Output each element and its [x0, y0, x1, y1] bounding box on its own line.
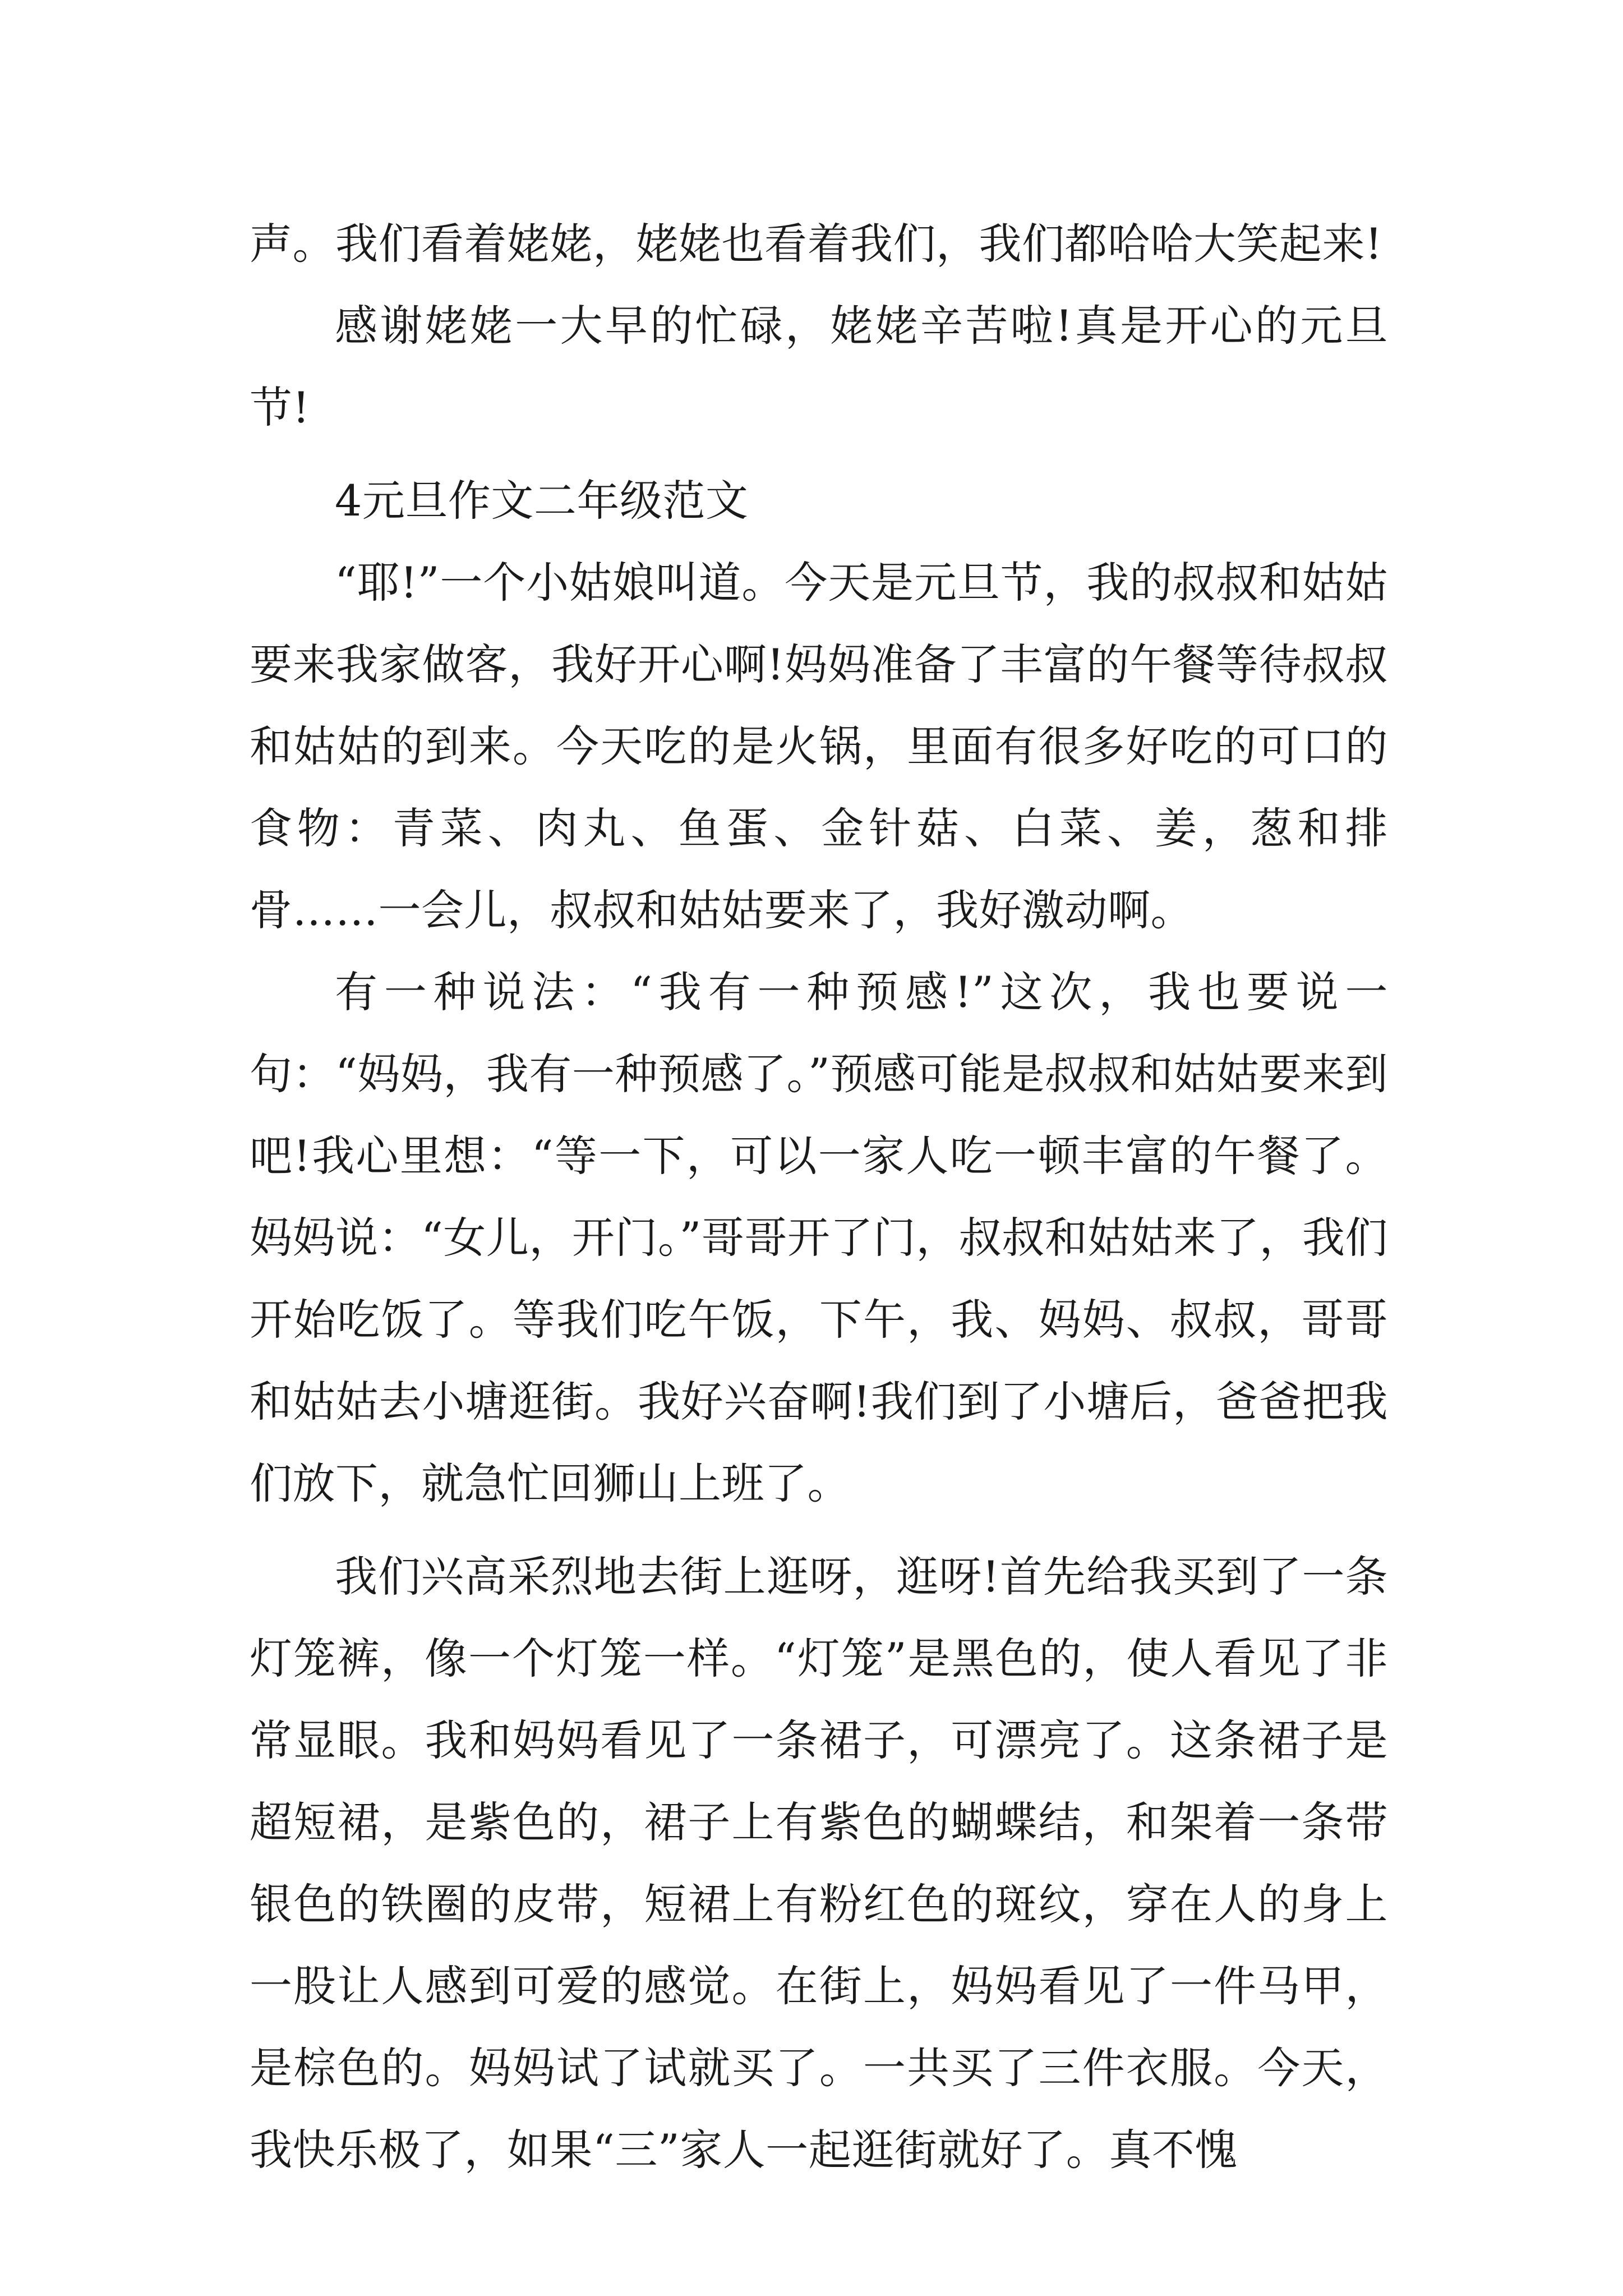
document-body [250, 203, 1388, 2191]
continuation-paragraph: 声。我们看着姥姥，姥姥也看着我们，我们都哈哈大笑起来! [250, 219, 1383, 269]
body-paragraph: 有一种说法：“我有一种预感!”这次，我也要说一句：“妈妈，我有一种预感了。”预感可能是叔叔和姑姑要来到吧!我心里想：“等一下，可以一家人吃一顿丰富的午餐了。妈妈说：“女儿，开门。”哥哥开了门，叔叔和姑姑来了，我们开始吃饭了。等我们吃午饭，下午，我、妈妈、叔叔，哥哥和姑姑去小塘逛街。我好兴奋啊!我们到了小塘后，爸爸把我们放下，就急忙回狮山上班了。 [250, 967, 1388, 1508]
thanks-paragraph: 感谢姥姥一大早的忙碌，姥姥辛苦啦!真是开心的元旦节! [250, 301, 1388, 432]
section-heading: 4元旦作文二年级范文 [335, 476, 749, 526]
body-paragraph: “耶!”一个小姑娘叫道。今天是元旦节，我的叔叔和姑姑要来我家做客，我好开心啊!妈妈准备了丰富的午餐等待叔叔和姑姑的到来。今天吃的是火锅，里面有很多好吃的可口的食物：青菜、肉丸、鱼蛋、金针菇、白菜、姜，葱和排骨……一会儿，叔叔和姑姑要来了，我好激动啊。 [250, 558, 1388, 935]
body-paragraph: 我们兴高采烈地去街上逛呀，逛呀!首先给我买到了一条灯笼裤，像一个灯笼一样。“灯笼”是黑色的，使人看见了非常显眼。我和妈妈看见了一条裙子，可漂亮了。这条裙子是超短裙，是紫色的，裙子上有紫色的蝴蝶结，和架着一条带银色的铁圈的皮带，短裙上有粉红色的斑纹，穿在人的身上一股让人感到可爱的感觉。在街上，妈妈看见了一件马甲，是棕色的。妈妈试了试就买了。一共买了三件衣服。今天，我快乐极了，如果“三”家人一起逛街就好了。真不愧 [250, 1552, 1388, 2175]
